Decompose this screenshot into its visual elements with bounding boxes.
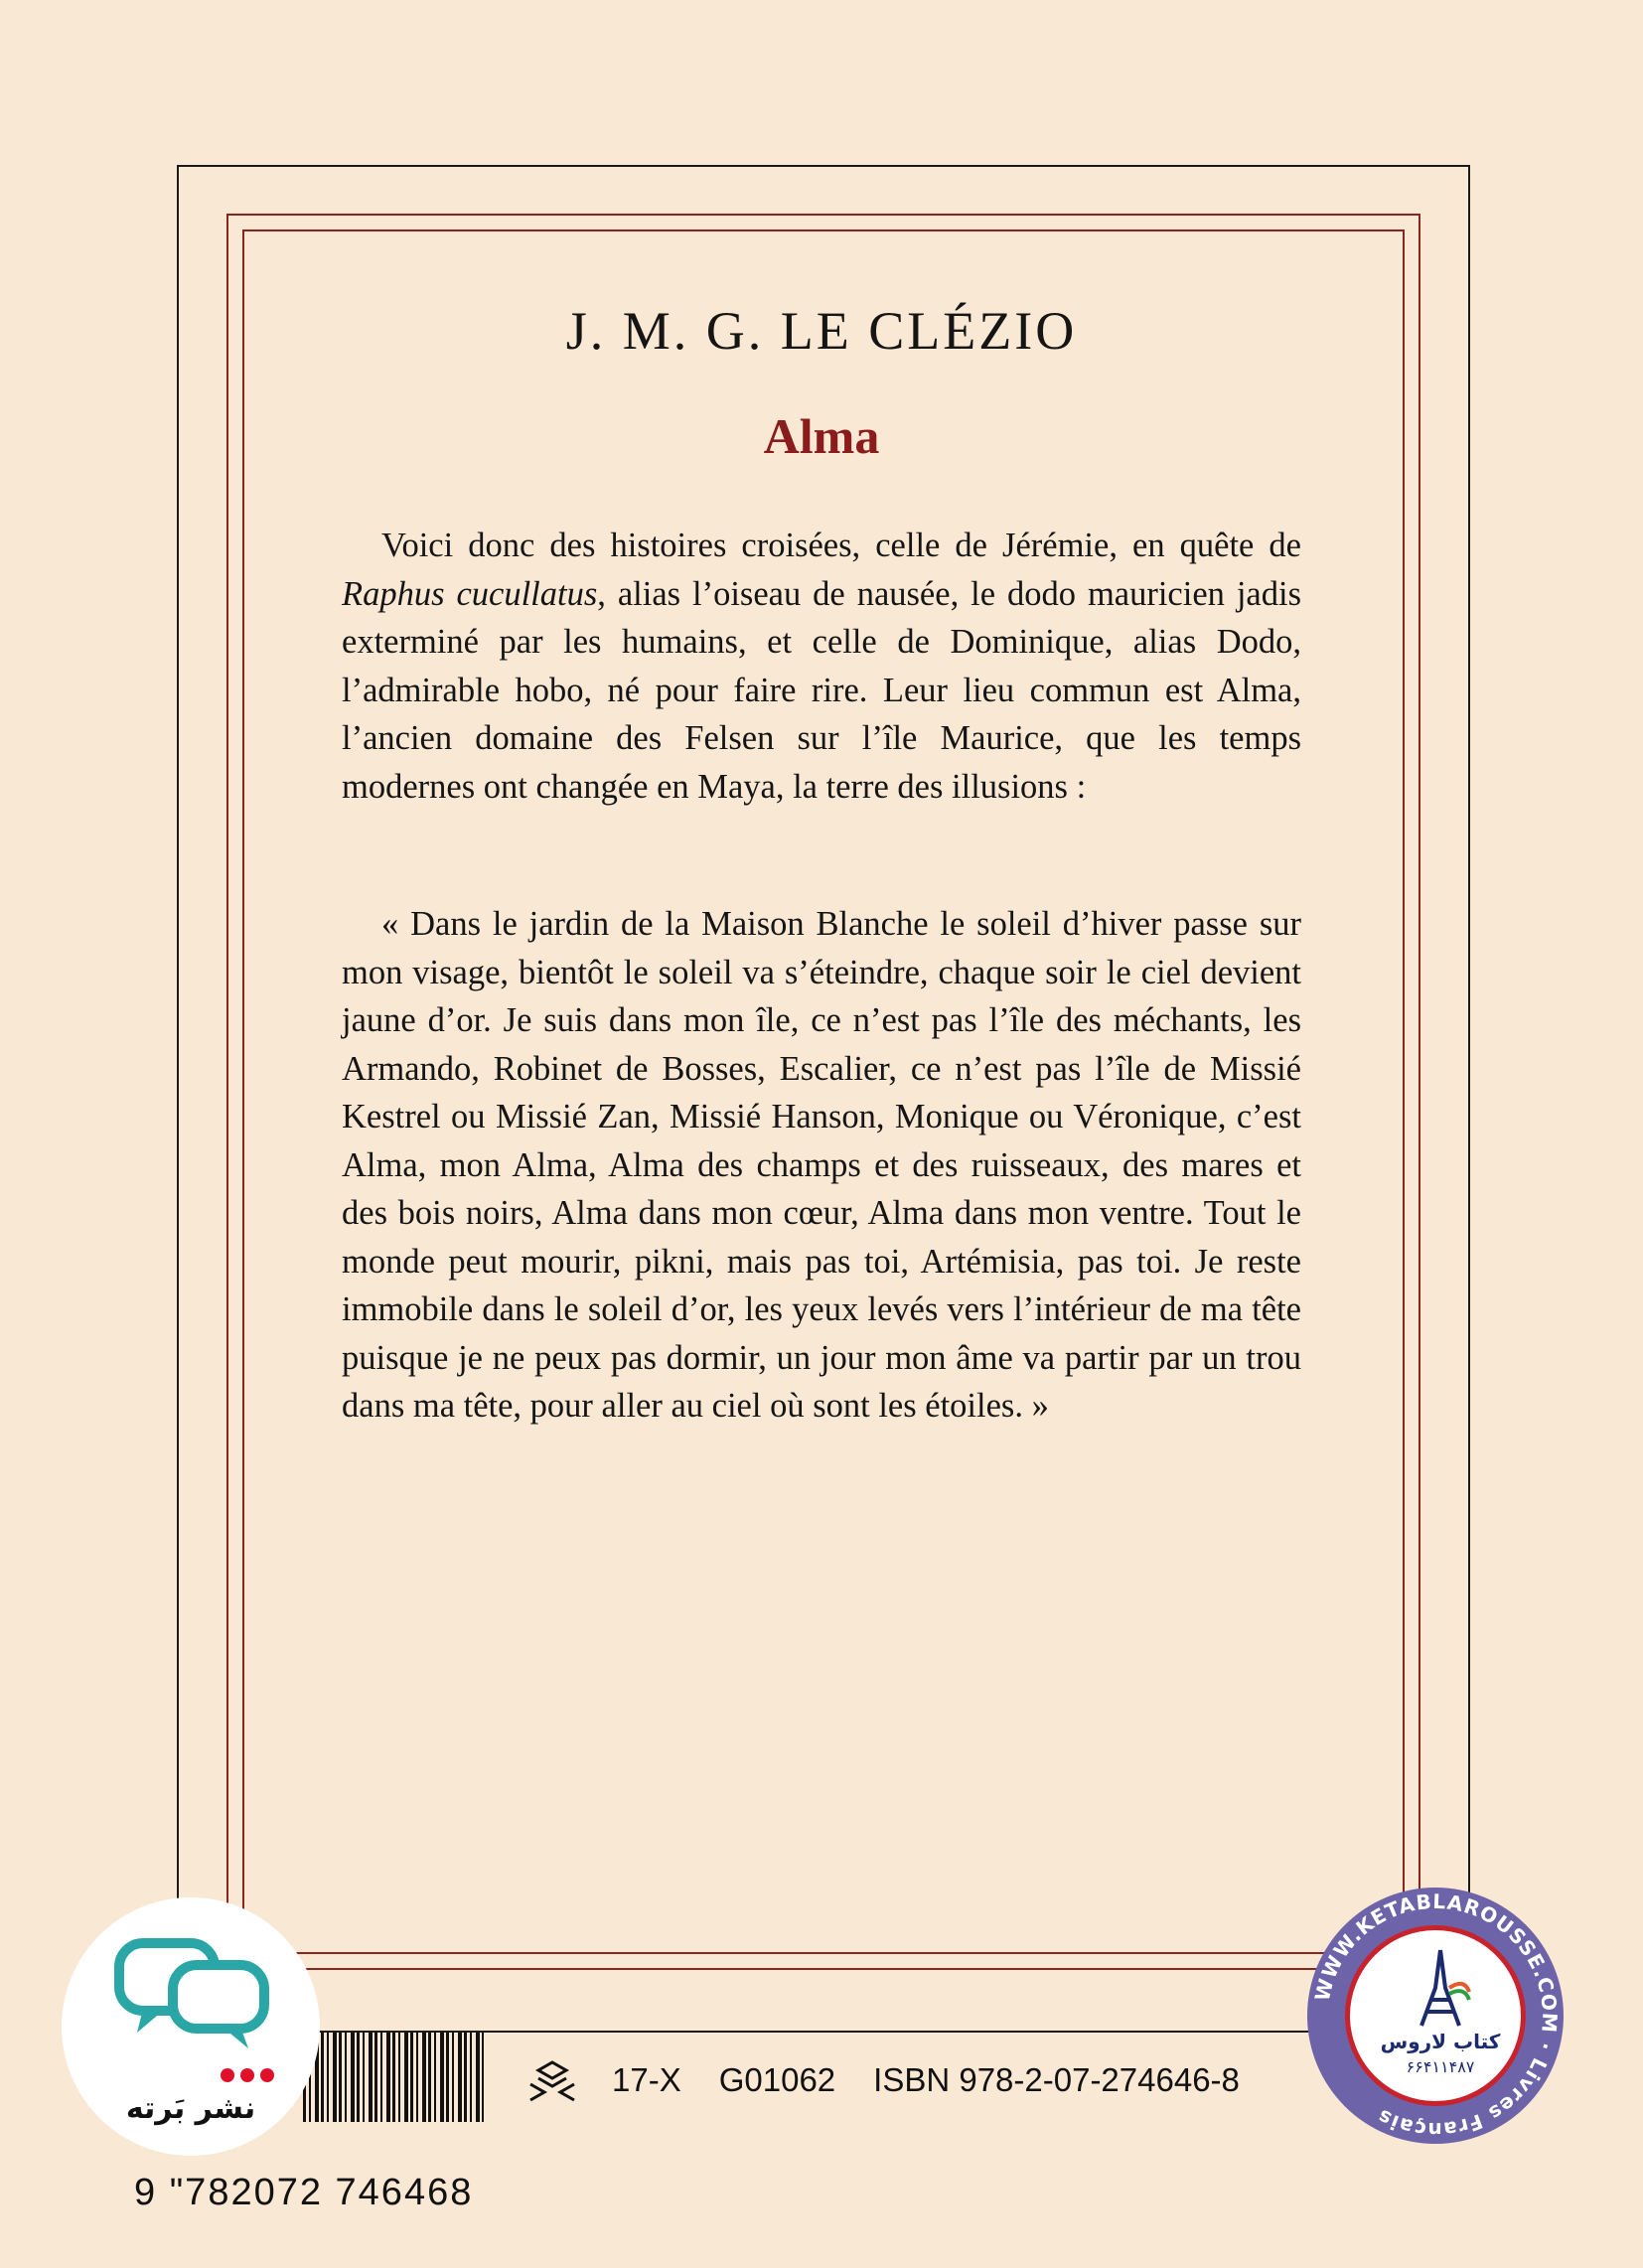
book-title: Alma bbox=[763, 408, 880, 464]
books-icon bbox=[526, 2058, 578, 2102]
blurb-paragraph-1: Voici donc des histoires croisées, celle de Jérémie, en quête de Raphus cucullatus, alias l’oiseau de nausée, le dodo mauricien jadis exterminé par les humains, et celle de Dominique, alias Dodo, l’admirable hobo, né pour faire rire. Leur lieu commun est Alma, l’ancien domaine des Felsen sur l’île Maurice, que les temps modernes ont changée en Maya, la terre des illusions : bbox=[342, 527, 1301, 806]
publisher-codes bbox=[526, 2058, 1277, 2102]
code-17x: 17-X bbox=[612, 2061, 681, 2098]
author-name: J. M. G. LE CLÉZIO bbox=[565, 301, 1078, 361]
species-name: Raphus cucullatus bbox=[342, 574, 598, 613]
seal-center bbox=[1345, 1925, 1526, 2106]
seal-persian-name: کتاب لاروس bbox=[1380, 2030, 1501, 2053]
barcode bbox=[303, 2033, 484, 2122]
chat-bubbles-icon bbox=[113, 1937, 272, 2056]
isbn: ISBN 978-2-07-274646-8 bbox=[873, 2061, 1240, 2098]
eiffel-tower-icon bbox=[1410, 1948, 1471, 2028]
red-dots bbox=[221, 2068, 280, 2082]
seal-phone: ۶۶۴۱۱۴۸۷ bbox=[1406, 2057, 1475, 2076]
blurb-paragraph-2: « Dans le jardin de la Maison Blanche le soleil d’hiver passe sur mon visage, bientôt le soleil va s’éteindre, chaque soir le ciel devient jaune d’or. Je suis dans mon île, ce n’est pas l’île des méchants, les Armando, Robinet de Bosses, Escalier, ce n’est pas l’île de Missié Kestrel ou Missié Zan, Missié Hanson, Monique ou Véronique, c’est Alma, mon Alma, Alma des champs et des ruisseaux, des mares et des bois noirs, Alma dans mon cœur, Alma dans mon ventre. Tout le monde peut mourir, pikni, mais pas toi, Artémisia, pas toi. Je reste immobile dans le soleil d’or, les yeux levés vers l’intérieur de ma tête puisque je ne peux pas dormir, un jour mon âme va partir par un trou dans ma tête, pour aller au ciel où sont les étoiles. » bbox=[342, 905, 1301, 1425]
svg-text:WWW.KETABLAROUSSE.COM · Livres: WWW.KETABLAROUSSE.COM · Livres Français bbox=[1309, 1889, 1563, 2143]
publisher-badge-text: نشر بَرته bbox=[125, 2091, 256, 2126]
bookstore-seal bbox=[1307, 1888, 1564, 2144]
publisher-badge bbox=[62, 1897, 320, 2156]
barcode-digits: 9 "782072 746468 bbox=[134, 2172, 474, 2213]
code-g01062: G01062 bbox=[718, 2061, 836, 2098]
